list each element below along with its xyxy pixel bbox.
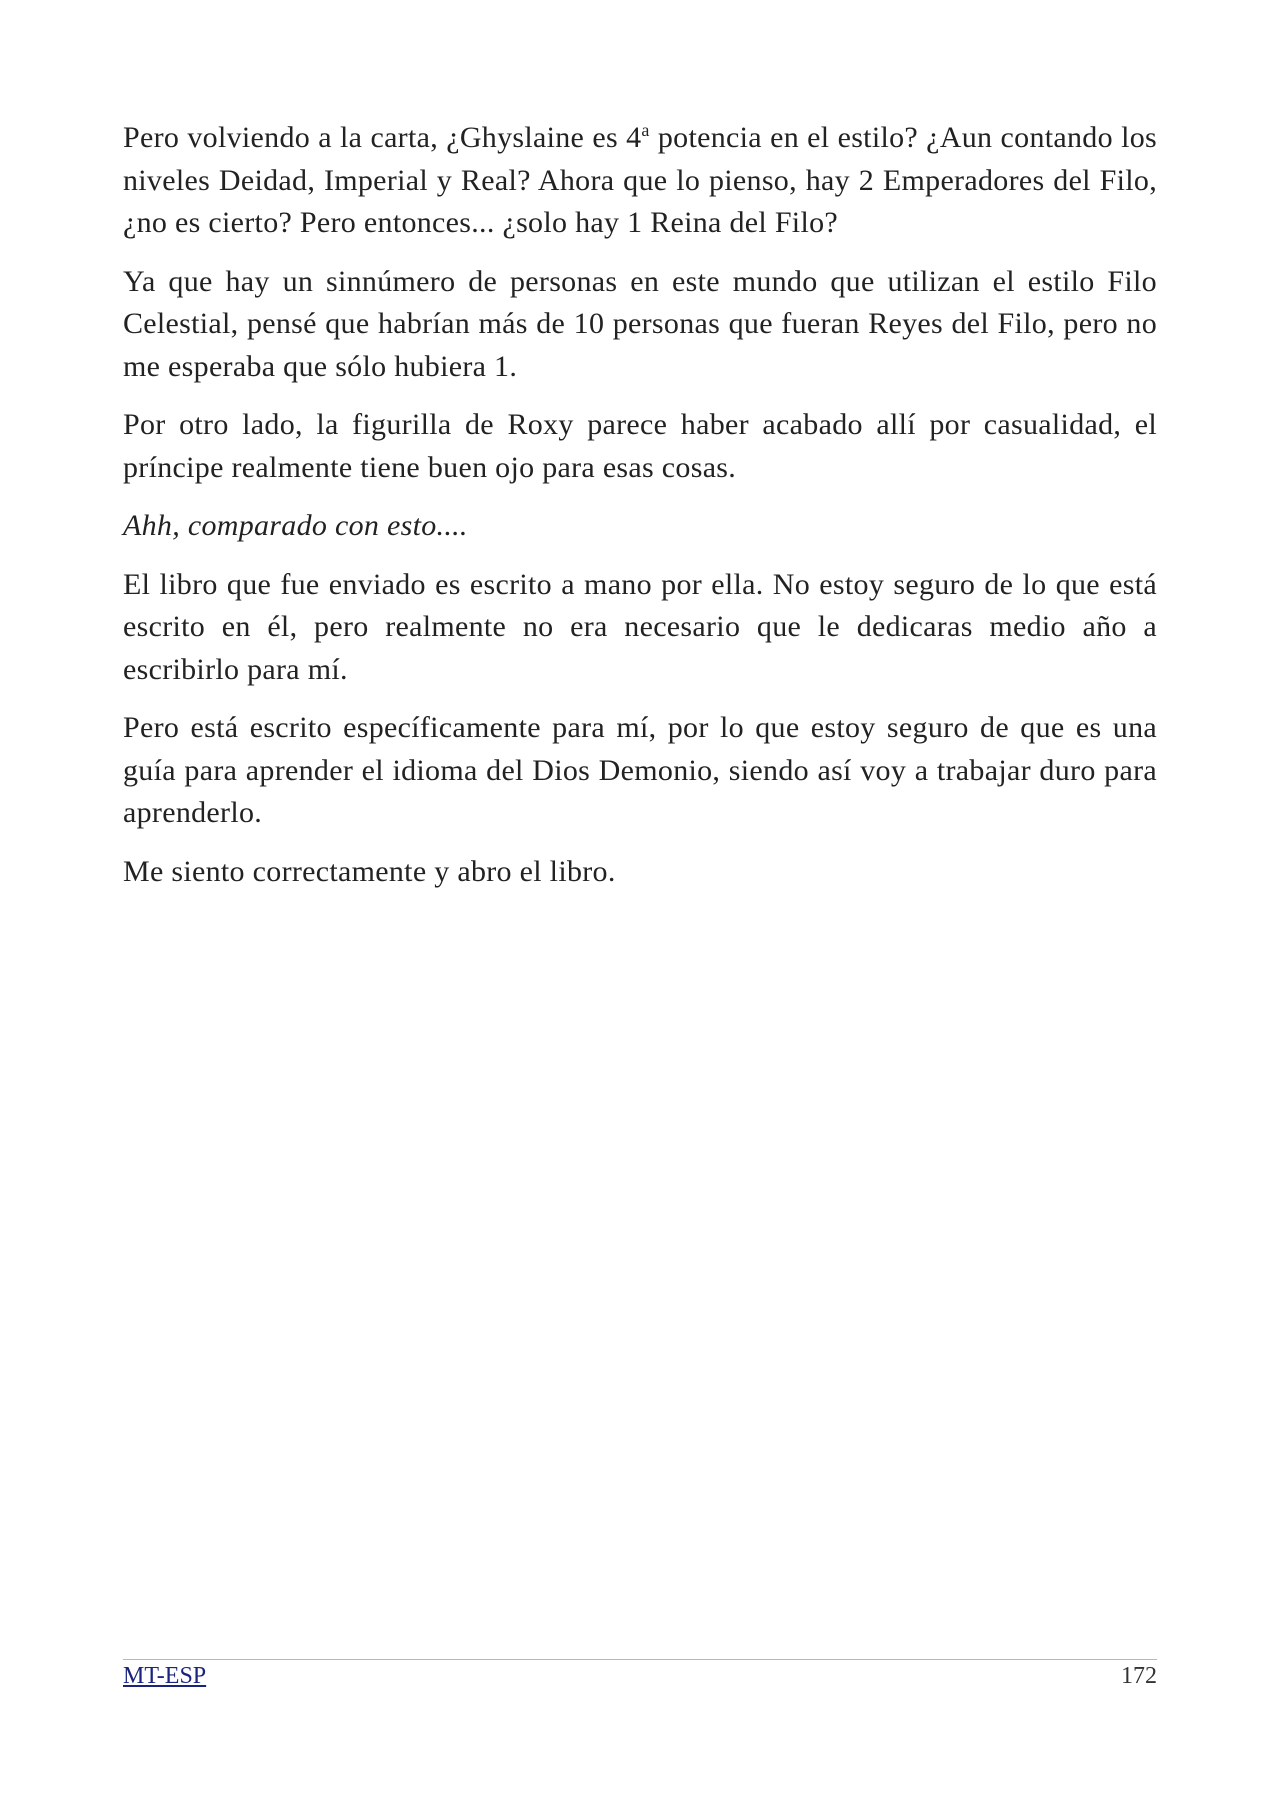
paragraph-2: Ya que hay un sinnúmero de personas en este mundo que utilizan el estilo Filo Celestial, pensé que habrían más de 10 personas que fueran Reyes del Filo, pero no me esperaba que sólo hubiera 1. (123, 264, 1157, 383)
paragraph-6: Pero está escrito específicamente para mí, por lo que estoy seguro de que es una guía para aprender el idioma del Dios Demonio, siendo así voy a trabajar duro para aprenderlo. (123, 711, 1157, 829)
paragraph-3: Por otro lado, la figurilla de Roxy parece haber acabado allí por casualidad, el príncipe realmente tiene buen ojo para esas cosas. (123, 408, 1157, 484)
paragraph-1-text-start: Pero volviendo a la carta, ¿Ghyslaine es 4 (123, 121, 642, 154)
ordinal-superscript: a (641, 120, 650, 140)
paragraph-1 (123, 117, 1157, 245)
paragraph-4-italic: Ahh, comparado con esto.... (123, 509, 468, 542)
paragraph-5: El libro que fue enviado es escrito a mano por ella. No estoy seguro de lo que está escrito en él, pero realmente no era necesario que le dedicaras medio año a escribirlo para mí. (123, 567, 1157, 686)
paragraph-7: Me siento correctamente y abro el libro. (123, 854, 616, 888)
footer-link-mt-esp[interactable]: MT-ESP (123, 1663, 207, 1689)
page-footer (123, 1660, 1157, 1692)
paragraph-1-text-end: potencia en el estilo? ¿Aun contando los niveles Deidad, Imperial y Real? Ahora que lo pienso, hay 2 Emperadores del Filo, ¿no es cierto? Pero entonces... ¿solo hay 1 Reina del Filo? (123, 121, 1157, 239)
page-number: 172 (1121, 1663, 1157, 1689)
page-body (123, 117, 1157, 909)
